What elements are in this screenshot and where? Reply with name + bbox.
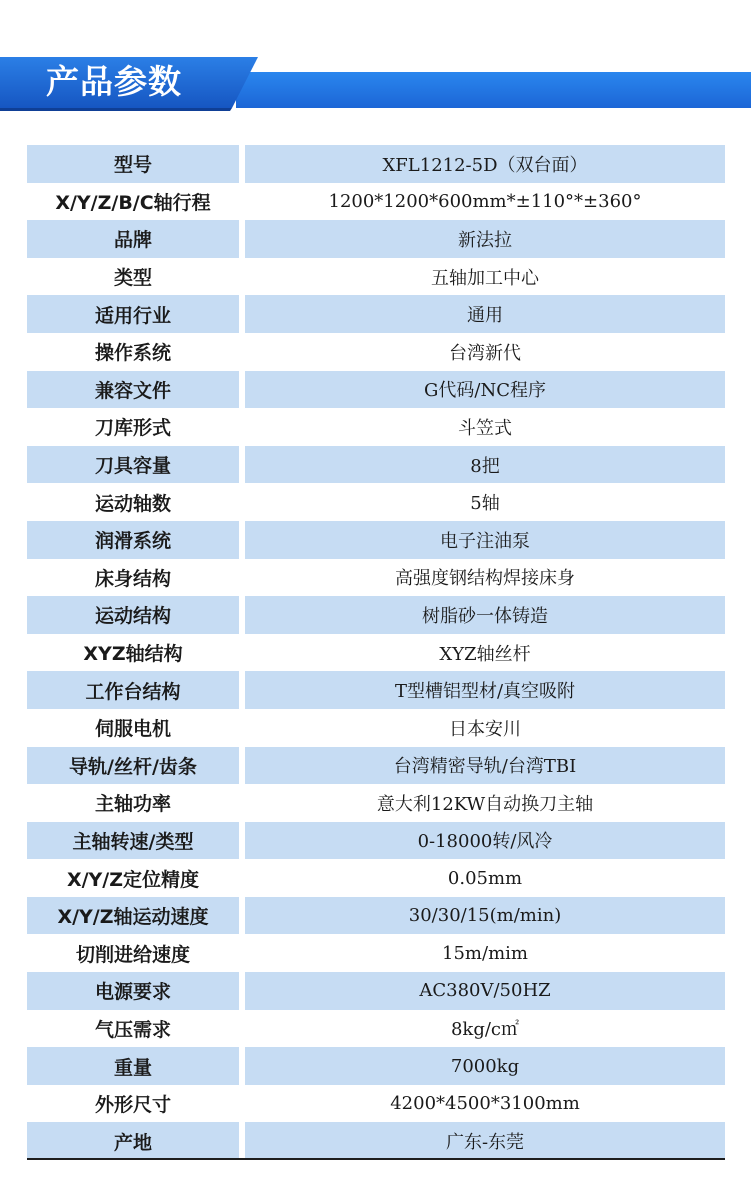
spec-label: 兼容文件 [27,371,245,409]
spec-value: 意大利12KW自动换刀主轴 [245,784,725,822]
spec-value: 8kg/c㎡ [245,1010,725,1048]
spec-label: 气压需求 [27,1010,245,1048]
spec-value: 日本安川 [245,709,725,747]
spec-label: X/Y/Z定位精度 [27,859,245,897]
spec-value: G代码/NC程序 [245,371,725,409]
spec-row [27,258,725,296]
spec-row [27,972,725,1010]
spec-row [27,521,725,559]
spec-row [27,371,725,409]
spec-value: 5轴 [245,483,725,521]
spec-value: 30/30/15(m/min) [245,897,725,935]
spec-value: 通用 [245,295,725,333]
spec-table-body [27,145,725,1160]
spec-value: XYZ轴丝杆 [245,634,725,672]
spec-label: 适用行业 [27,295,245,333]
spec-label: 切削进给速度 [27,934,245,972]
spec-value: 新法拉 [245,220,725,258]
spec-value: T型槽铝型材/真空吸附 [245,671,725,709]
spec-label: 刀具容量 [27,446,245,484]
spec-row [27,483,725,521]
spec-label: X/Y/Z/B/C轴行程 [27,183,245,221]
spec-value: 广东-东莞 [245,1122,725,1160]
spec-value: 五轴加工中心 [245,258,725,296]
spec-value: XFL1212-5D（双台面） [245,145,725,183]
spec-label: 床身结构 [27,559,245,597]
header-tab-shadow [0,108,232,111]
spec-value: 电子注油泵 [245,521,725,559]
spec-value: 8把 [245,446,725,484]
spec-row [27,408,725,446]
spec-row [27,934,725,972]
spec-row [27,596,725,634]
spec-row [27,1122,725,1160]
spec-label: 导轨/丝杆/齿条 [27,747,245,785]
spec-label: 外形尺寸 [27,1085,245,1123]
spec-value: 15m/mim [245,934,725,972]
spec-label: 型号 [27,145,245,183]
spec-row [27,822,725,860]
spec-value: 高强度钢结构焊接床身 [245,559,725,597]
spec-label: 主轴功率 [27,784,245,822]
spec-row [27,634,725,672]
spec-value: 台湾精密导轨/台湾TBI [245,747,725,785]
spec-row [27,183,725,221]
spec-label: 品牌 [27,220,245,258]
spec-row [27,709,725,747]
spec-label: 工作台结构 [27,671,245,709]
spec-label: 产地 [27,1122,245,1160]
spec-label: 类型 [27,258,245,296]
spec-row [27,671,725,709]
spec-label: 重量 [27,1047,245,1085]
spec-row [27,220,725,258]
spec-label: 运动轴数 [27,483,245,521]
spec-row [27,1010,725,1048]
spec-row [27,333,725,371]
spec-label: 运动结构 [27,596,245,634]
spec-value: 1200*1200*600mm*±110°*±360° [245,183,725,221]
spec-row [27,897,725,935]
spec-row [27,295,725,333]
spec-label: 主轴转速/类型 [27,822,245,860]
spec-row [27,859,725,897]
spec-value: AC380V/50HZ [245,972,725,1010]
spec-label: 伺服电机 [27,709,245,747]
spec-value: 7000kg [245,1047,725,1085]
spec-value: 树脂砂一体铸造 [245,596,725,634]
spec-value: 台湾新代 [245,333,725,371]
spec-row [27,446,725,484]
spec-label: X/Y/Z轴运动速度 [27,897,245,935]
section-title: 产品参数 [46,62,182,101]
spec-row [27,145,725,183]
table-bottom-line [27,1158,725,1160]
spec-value: 斗笠式 [245,408,725,446]
spec-row [27,559,725,597]
spec-label: 电源要求 [27,972,245,1010]
spec-label: 操作系统 [27,333,245,371]
spec-value: 0-18000转/风冷 [245,822,725,860]
spec-row [27,1085,725,1123]
spec-table [27,145,725,1160]
spec-row [27,747,725,785]
spec-value: 0.05mm [245,859,725,897]
section-header [0,0,751,140]
header-bar [236,72,751,108]
spec-label: 润滑系统 [27,521,245,559]
spec-label: 刀库形式 [27,408,245,446]
spec-row [27,784,725,822]
spec-value: 4200*4500*3100mm [245,1085,725,1123]
spec-label: XYZ轴结构 [27,634,245,672]
spec-row [27,1047,725,1085]
